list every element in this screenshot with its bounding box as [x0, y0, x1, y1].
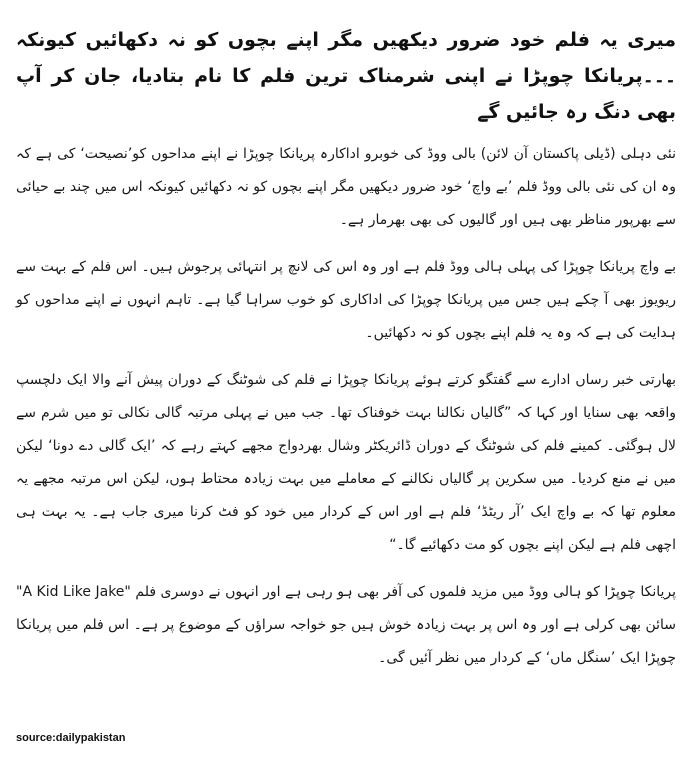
article-paragraph-1: نئی دہلی (ڈیلی پاکستان آن لائن) بالی ووڈ کی خوبرو اداکارہ پریانکا چوپڑا نے اپنے مداحوں کو’نصیحت‘ کی ہے کہ وہ ان کی نئی بالی ووڈ فلم ’بے واچ‘ خود ضرور دیکھیں مگر اپنے بچوں کو نہ دکھائیں کیونکہ اس میں چند بے حیائی سے بھرپور مناظر بھی ہیں اور گالیوں کی بھی بھرمار ہے۔: [16, 146, 676, 228]
article-headline: میری یہ فلم خود ضرور دیکھیں مگر اپنے بچوں کو نہ دکھائیں کیونکہ ۔۔۔پریانکا چوپڑا نے اپنی شرمناک ترین فلم کا نام بتادیا، جان کر آپ بھی دنگ رہ جائیں گے: [16, 29, 676, 123]
source-credit: source:dailypakistan: [16, 732, 126, 744]
article-paragraph-3: بھارتی خبر رساں ادارے سے گفتگو کرتے ہوئے پریانکا چوپڑا نے فلم کی شوٹنگ کے دوران پیش آنے والا ایک دلچسپ واقعہ بھی سنایا اور کہا کہ ”گالیاں نکالنا بہت خوفناک تھا۔ جب میں نے پہلی مرتبہ گالی نکالی تو میں شرم سے لال ہوگئی۔ کمینے فلم کی شوٹنگ کے دوران ڈائریکٹر وشال بھردواج مجھے کہتے رہے کہ ’ایک گالی دے دونا‘ لیکن میں نے منع کردیا۔ میں سکرین پر گالیاں نکالنے کے معاملے میں بہت زیادہ محتاط ہوں، لیکن اس مرتبہ مجھے یہ معلوم تھا کہ بے واچ ایک ’آر ریٹڈ‘ فلم ہے اور اس کے کردار میں خود کو فٹ کرنا میری جاب ہے۔ یہ بہت ہی اچھی فلم ہے لیکن اپنے بچوں کو مت دکھائیے گا۔“: [16, 372, 676, 553]
article-paragraph-4: پریانکا چوپڑا کو ہالی ووڈ میں مزید فلموں کی آفر بھی ہو رہی ہے اور انہوں نے دوسری فلم "A Kid Like Jake" سائن بھی کرلی ہے اور وہ اس پر بہت زیادہ خوش ہیں جو خواجہ سراؤں کے موضوع پر ہے۔ اس فلم میں پریانکا چوپڑا ایک ’سنگل ماں‘ کے کردار میں نظر آئیں گی۔: [16, 584, 677, 666]
article-paragraph-2: بے واچ پریانکا چوپڑا کی پہلی ہالی ووڈ فلم ہے اور وہ اس کی لانچ پر انتہائی پرجوش ہیں۔ اس فلم کے بہت سے ریویوز بھی آ چکے ہیں جس میں پریانکا چوپڑا کی اداکاری کو خوب سراہا گیا ہے۔ تاہم انہوں نے اپنے مداحوں کو ہدایت کی ہے کہ وہ یہ فلم اپنے بچوں کو نہ دکھائیں۔: [16, 259, 676, 341]
